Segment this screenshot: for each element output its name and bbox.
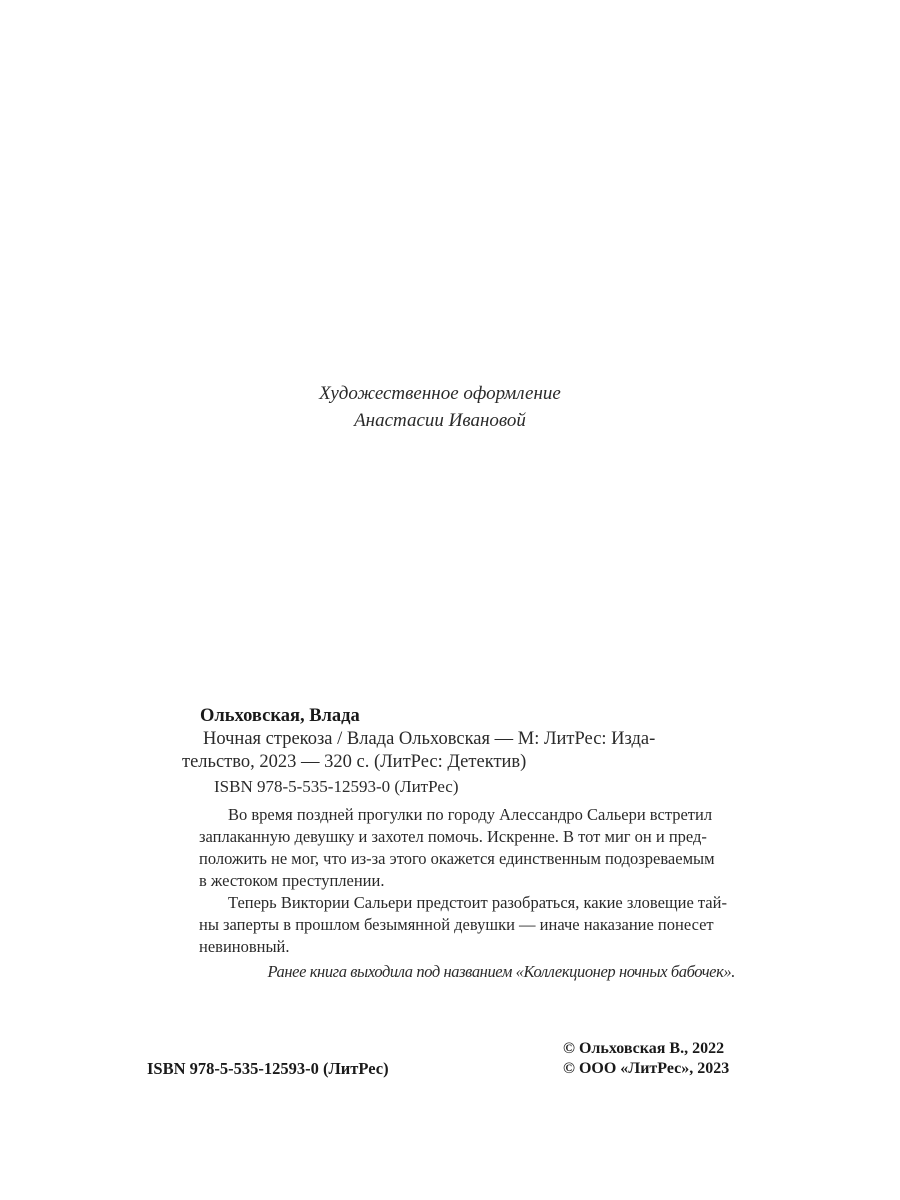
annotation-line: положить не мог, что из-за этого окажется единственным подозреваемым bbox=[199, 849, 715, 868]
catalog-bib-line: Ночная стрекоза / Влада Ольховская — М: ЛитРес: Изда- bbox=[203, 729, 656, 749]
catalog-isbn: ISBN 978-5-535-12593-0 (ЛитРес) bbox=[214, 777, 459, 796]
catalog-bib-line: тельство, 2023 — 320 с. (ЛитРес: Детектив) bbox=[182, 752, 527, 772]
copyright-line: © ООО «ЛитРес», 2023 bbox=[563, 1060, 730, 1077]
annotation-line: заплаканную девушку и захотел помочь. Искренне. В тот миг он и пред- bbox=[199, 827, 707, 846]
design-credit-line: Художественное оформление bbox=[319, 383, 561, 404]
design-credit-line: Анастасии Ивановой bbox=[354, 410, 526, 431]
previous-title-note: Ранее книга выходила под названием «Коллекционер ночных бабочек». bbox=[267, 962, 735, 981]
annotation-line: ны заперты в прошлом безымянной девушки — иначе наказание понесет bbox=[199, 915, 714, 934]
catalog-author: Ольховская, Влада bbox=[200, 706, 360, 726]
annotation-line: в жестоком преступлении. bbox=[199, 871, 385, 890]
footer-isbn: ISBN 978-5-535-12593-0 (ЛитРес) bbox=[147, 1059, 389, 1078]
copyright-line: © Ольховская В., 2022 bbox=[563, 1040, 725, 1057]
annotation-line: невиновный. bbox=[199, 937, 290, 956]
annotation-line: Теперь Виктории Сальери предстоит разобраться, какие зловещие тай- bbox=[228, 893, 727, 912]
annotation-line: Во время поздней прогулки по городу Алессандро Сальери встретил bbox=[228, 805, 713, 824]
